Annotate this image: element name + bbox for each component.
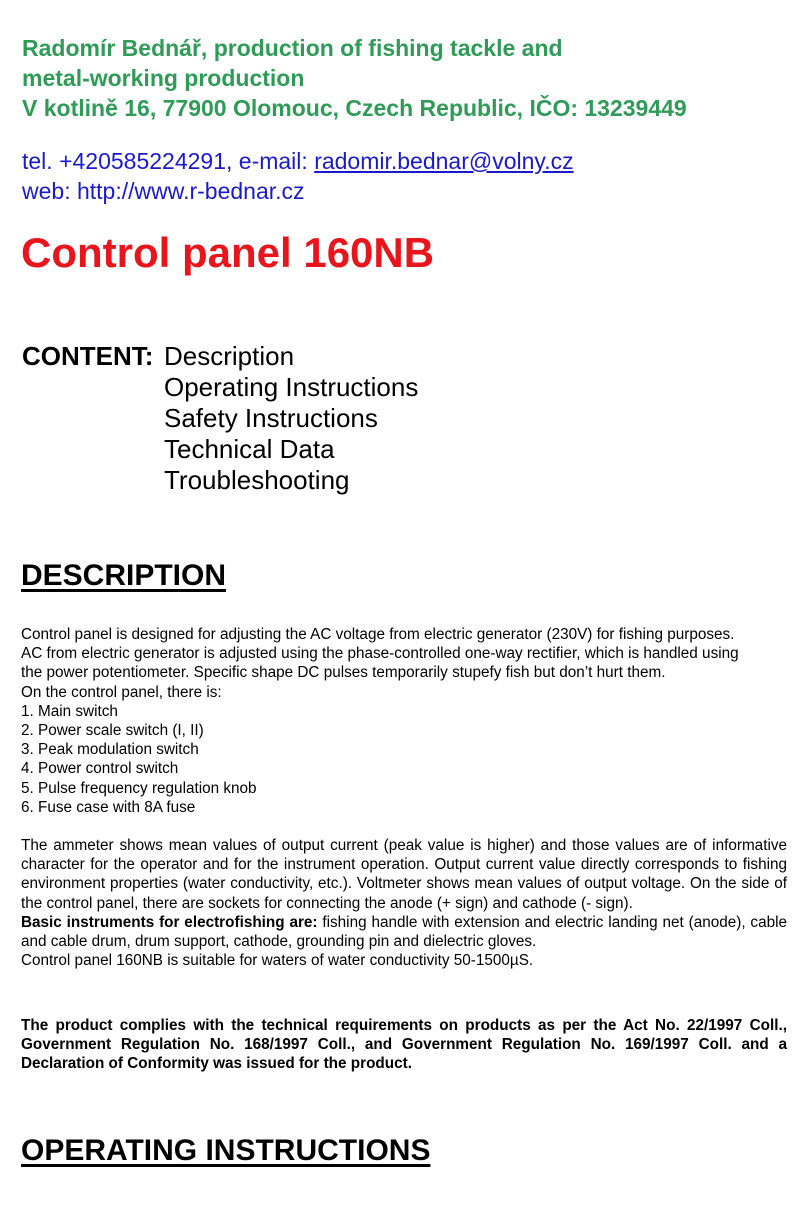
intro-line: AC from electric generator is adjusted using the phase-controlled one-way rectifier, which is handled using — [21, 645, 739, 663]
intro-line: the power potentiometer. Specific shape DC pulses temporarily stupefy fish but don’t hurt them. — [21, 664, 666, 682]
company-line: metal-working production — [22, 65, 305, 91]
content-item-technical: Technical Data — [164, 434, 335, 464]
instruments-label: Basic instruments for electrofishing are: — [21, 913, 318, 931]
content-item-operating: Operating Instructions — [164, 372, 419, 402]
description-heading: DESCRIPTION — [21, 559, 227, 592]
instruments-text: fishing handle with extension and electric landing net (anode), cable and cable drum, drum support, cathode, grounding pin and dielectric gloves. — [21, 913, 787, 951]
contact-line — [22, 146, 792, 176]
company-line: Radomír Bednář, production of fishing tackle and — [22, 35, 563, 61]
suitability-paragraph: Control panel 160NB is suitable for waters of water conductivity 50-1500µS. — [21, 952, 534, 970]
content-item-description: Description — [164, 341, 295, 371]
web-line[interactable]: web: http://www.r-bednar.cz — [22, 178, 305, 204]
list-item: 4. Power control switch — [21, 760, 179, 778]
contact-info — [22, 146, 792, 206]
company-info — [22, 33, 792, 123]
list-item: 5. Pulse frequency regulation knob — [21, 779, 257, 797]
instruments-paragraph — [21, 913, 787, 951]
company-line: V kotlině 16, 77900 Olomouc, Czech Republic, IČO: 13239449 — [22, 95, 687, 121]
content-item-troubleshooting: Troubleshooting — [164, 465, 350, 495]
list-item: 2. Power scale switch (I, II) — [21, 722, 204, 740]
list-item: 1. Main switch — [21, 702, 118, 720]
feature-list — [21, 702, 787, 817]
ammeter-paragraph: The ammeter shows mean values of output current (peak value is higher) and those values are of informative character for the operator and for the instrument operation. Output current value directly corresponds to fishing environment properties (water conductivity, etc.). Voltmeter shows mean values of output voltage. On the side of the control panel, there are sockets for connecting the anode (+ sign) and cathode (- sign). — [21, 837, 787, 912]
description-intro — [21, 625, 787, 817]
compliance-statement: The product complies with the technical requirements on products as per the Act No. 22/1997 Coll., Government Regulation No. 168/1997 Coll., and Government Regulation No. 169/1997 Coll. and a Declaration of Conformity was issued for the product. — [21, 1017, 787, 1073]
email-link[interactable]: radomir.bednar@volny.cz — [314, 148, 574, 174]
description-details — [21, 836, 787, 970]
intro-line: Control panel is designed for adjusting the AC voltage from electric generator (230V) for fishing purposes. — [21, 626, 735, 643]
content-items — [164, 341, 418, 496]
list-item: 3. Peak modulation switch — [21, 741, 199, 759]
list-item: 6. Fuse case with 8A fuse — [21, 798, 196, 816]
content-item-safety: Safety Instructions — [164, 403, 378, 433]
document-title: Control panel 160NB — [21, 229, 435, 276]
content-label: CONTENT: — [22, 341, 154, 371]
phone-text: tel. +420585224291, e-mail: — [22, 148, 315, 174]
operating-instructions-heading: OPERATING INSTRUCTIONS — [21, 1134, 431, 1167]
intro-line: On the control panel, there is: — [21, 683, 222, 701]
